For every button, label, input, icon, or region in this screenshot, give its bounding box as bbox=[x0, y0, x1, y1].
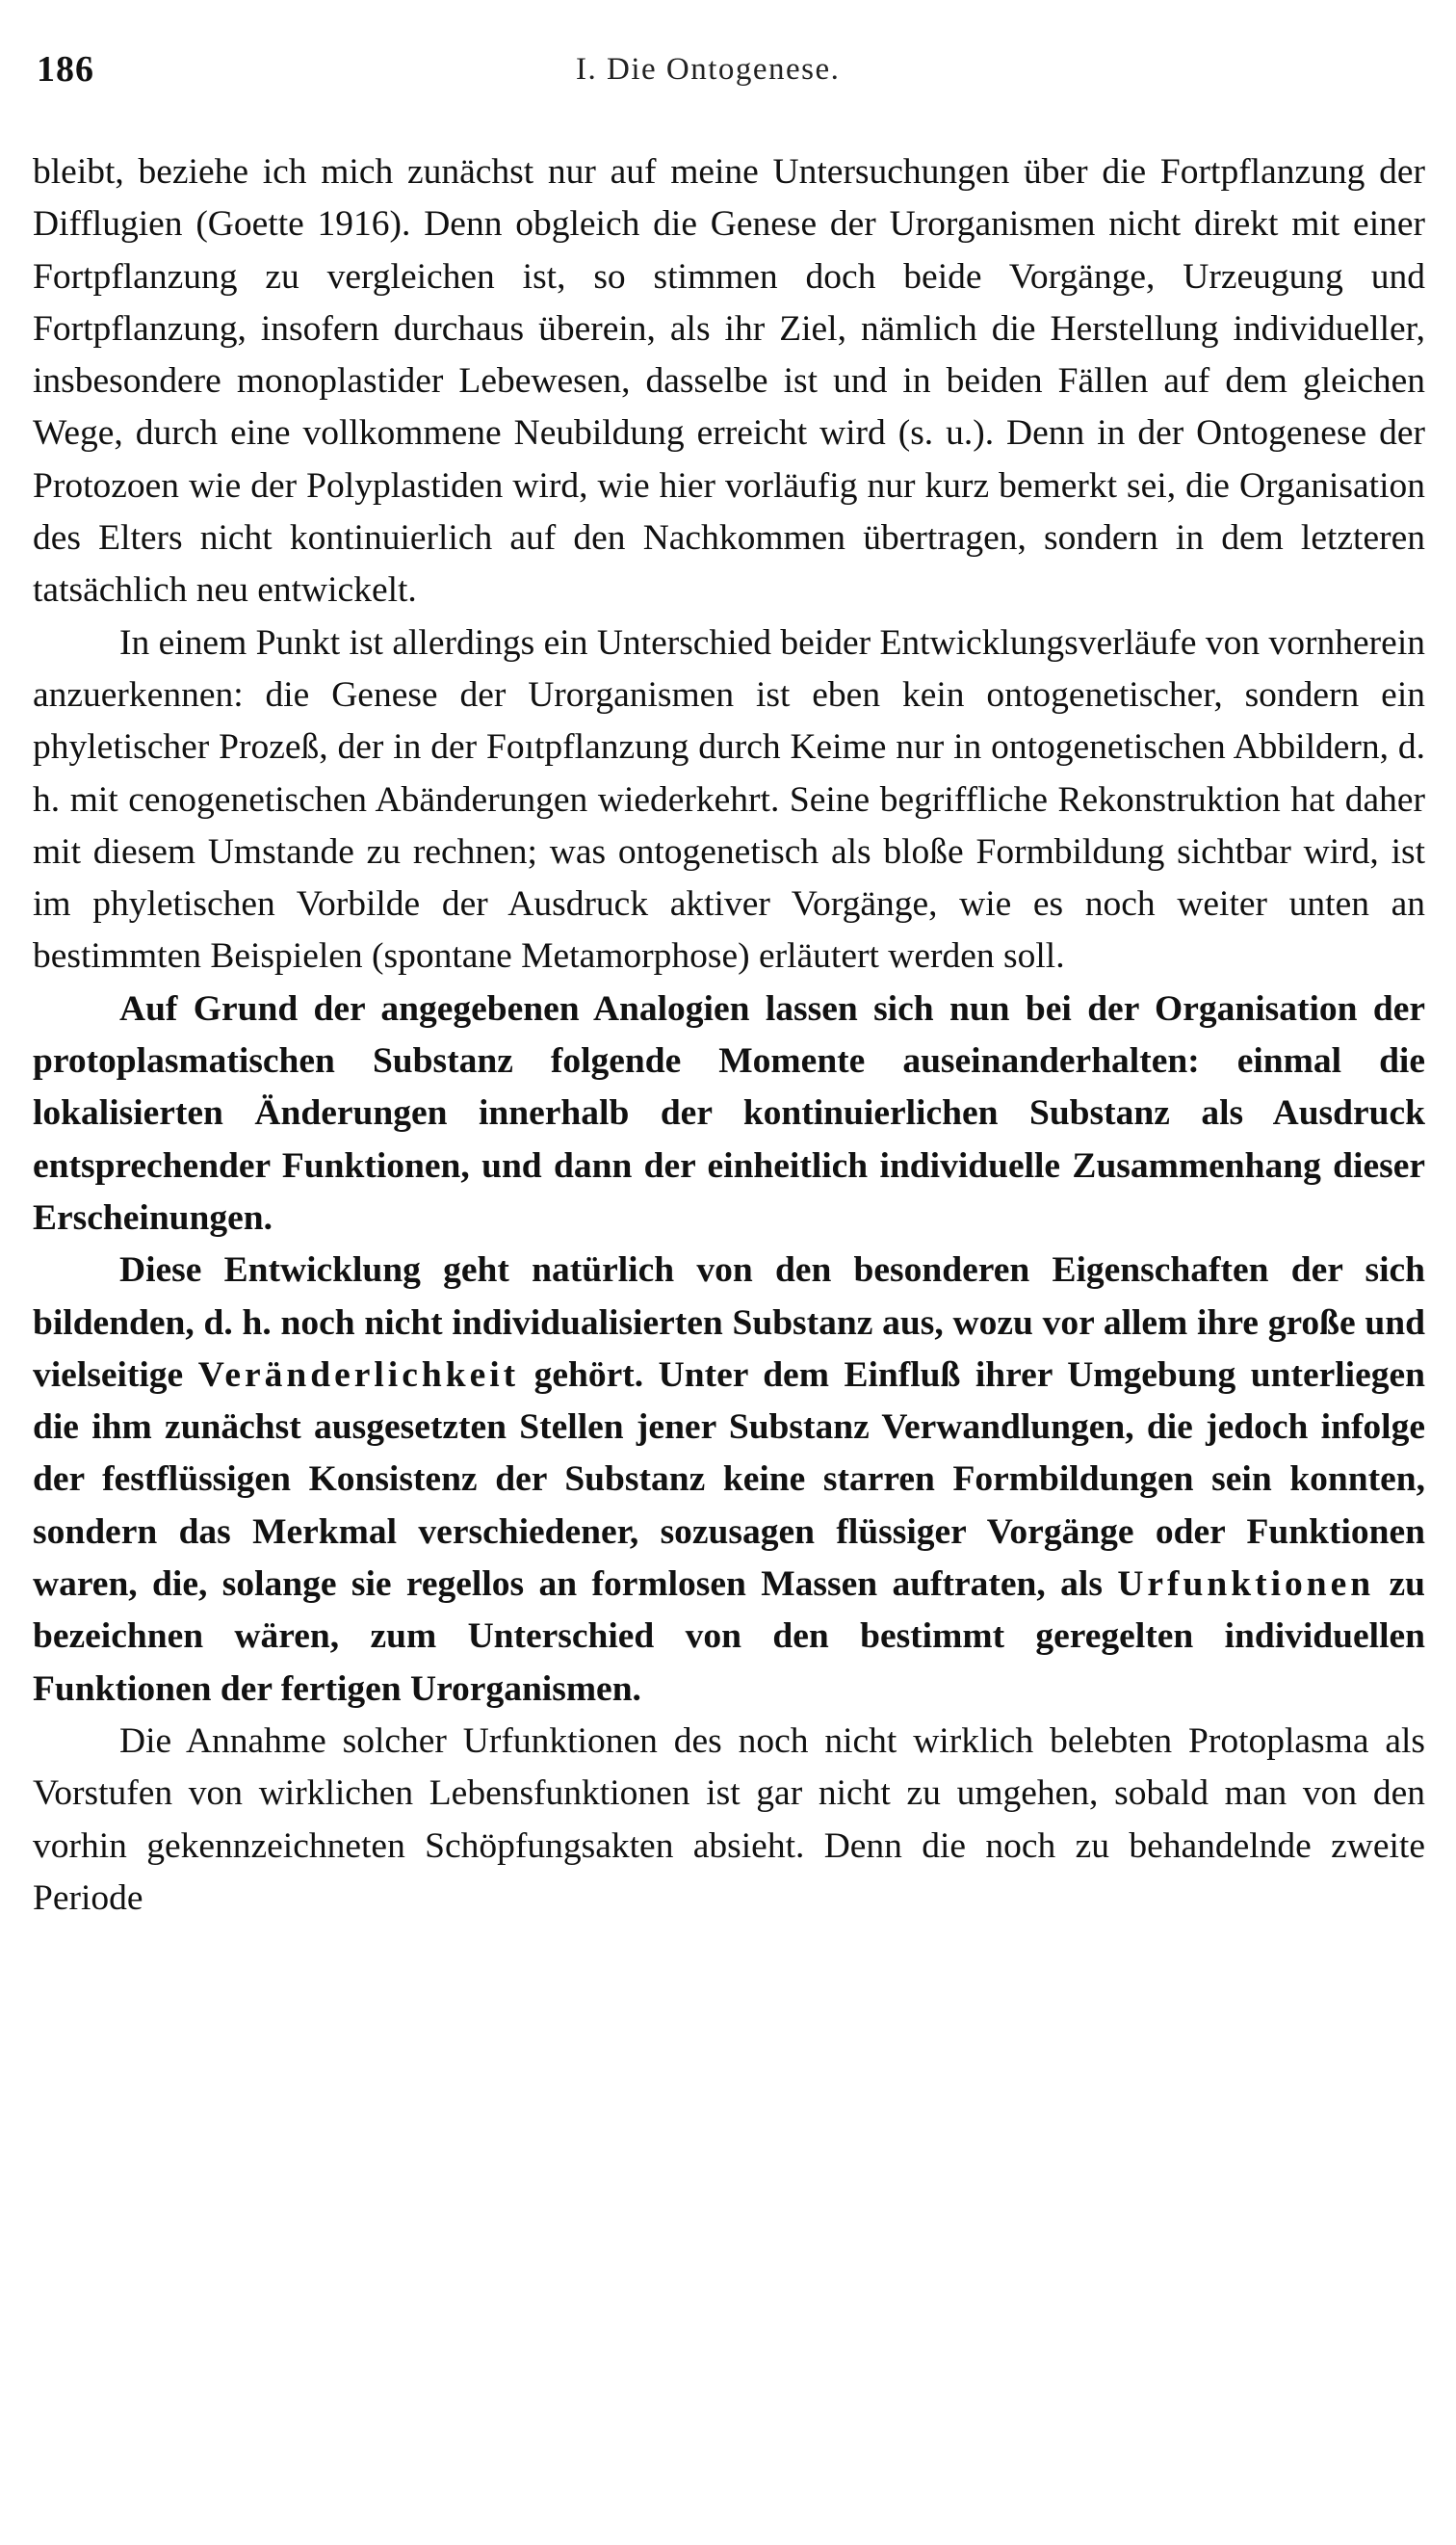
paragraph-4-part-2: gehört. Unter dem Einfluß ihrer Umgebung unterliegen die ihm zunächst ausgesetzten Stellen jener Substanz Verwandlungen, die jedoch infolge der festflüssigen Konsistenz der Substanz keine starren Formbildungen sein konnten, sondern das Merkmal verschiedener, sozusagen flüssiger Vorgänge oder Funktionen waren, die, solange sie regellos an formlosen Massen auftraten, als bbox=[33, 1354, 1425, 1605]
body-text bbox=[33, 146, 1425, 1925]
paragraph-4-part-3: zu bezeichnen wären, zum Unterschied von den bestimmt geregelten individuellen Funktionen der fertigen Urorganismen. bbox=[33, 1564, 1425, 1709]
paragraph-3: Auf Grund der angegebenen Analogien lassen sich nun bei der Organisation der protoplasmatischen Substanz folgende Momente auseinanderhalten: einmal die lokalisierten Änderungen innerhalb der kontinuierlichen Substanz als Ausdruck entsprechender Funktionen, und dann der einheitlich individuelle Zusammenhang dieser Erscheinungen. bbox=[33, 988, 1425, 1238]
running-head: I. Die Ontogenese. bbox=[576, 52, 841, 87]
page-number: 186 bbox=[37, 49, 94, 90]
paragraph-1: bleibt, beziehe ich mich zunächst nur auf meine Untersuchungen über die Fortpflanzung der Difflugien (Goette 1916). Denn obgleich die Genese der Urorganismen nicht direkt mit einer Fortpflanzung zu vergleichen ist, so stimmen doch beide Vorgänge, Urzeugung und Fortpflanzung, insofern durchaus überein, als ihr Ziel, nämlich die Herstellung individueller, insbesondere monoplastider Lebewesen, dasselbe ist und in beiden Fällen auf dem gleichen Wege, durch eine vollkommene Neubildung erreicht wird (s. u.). Denn in der Ontogenese der Protozoen wie der Polyplastiden wird, wie hier vorläufig nur kurz bemerkt sei, die Organisation des Elters nicht kontinuierlich auf den Nachkommen übertragen, sondern in dem letzteren tatsächlich neu entwickelt. bbox=[33, 152, 1425, 611]
emphasis-urfunktionen: Urfunktionen bbox=[1117, 1564, 1375, 1605]
paragraph-4-part-1: Diese Entwicklung geht natürlich von den besonderen Eigenschaften der sich bildenden, d. h. noch nicht individualisierten Substanz aus, wozu vor allem ihre große und vielseitige bbox=[33, 1250, 1425, 1395]
paragraph-4 bbox=[33, 1245, 1425, 1716]
paragraph-2: In einem Punkt ist allerdings ein Unterschied beider Entwicklungsverläufe von vornherein anzuerkennen: die Genese der Urorganismen ist eben kein ontogenetischer, sondern ein phyletischer Prozeß, der in der Foıtpflanzung durch Keime nur in ontogenetischen Abbildern, d. h. mit cenogenetischen Abänderungen wiederkehrt. Seine begriffliche Rekonstruktion hat daher mit diesem Umstande zu rechnen; was ontogenetisch als bloße Formbildung sichtbar wird, ist im phyletischen Vorbilde der Ausdruck aktiver Vorgänge, wie es noch weiter unten an bestimmten Beispielen (spontane Metamorphose) erläutert werden soll. bbox=[33, 622, 1425, 977]
emphasis-veraenderlichkeit: Veränderlichkeit bbox=[197, 1354, 520, 1395]
paragraph-5: Die Annahme solcher Urfunktionen des noch nicht wirklich belebten Protoplasma als Vorstufen von wirklichen Lebensfunktionen ist gar nicht zu umgehen, sobald man von den vorhin gekennzeichneten Schöpfungsakten absieht. Denn die noch zu behandelnde zweite Periode bbox=[33, 1720, 1425, 1918]
page-header bbox=[37, 48, 1423, 106]
